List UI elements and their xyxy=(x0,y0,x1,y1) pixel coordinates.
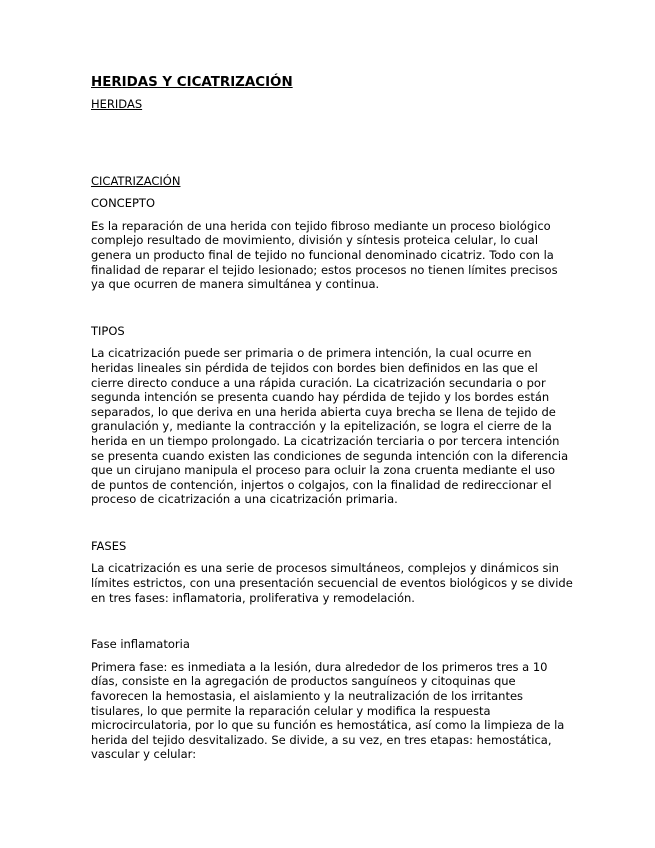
document-page xyxy=(91,74,573,762)
spacer xyxy=(91,112,573,174)
spacer xyxy=(91,652,573,660)
spacer xyxy=(91,338,573,346)
fases-heading: FASES xyxy=(91,538,127,553)
concepto-heading: CONCEPTO xyxy=(91,196,155,211)
section-heading-heridas: HERIDAS xyxy=(91,97,143,111)
fase-inflamatoria-paragraph: Primera fase: es inmediata a la lesión, dura alrededor de los primeros tres a 10 días, consiste en la agregación de productos sanguíneos y citoquinas que favorecen la hemostasia, el aislamiento y la neutralización de los irritantes tisulares, lo que permite la reparación celular y modifica la respuesta microcirculatoria, por lo que su función es hemostática, así como la limpieza de la herida del tejido desvitalizado. Se divide, a su vez, en tres etapas: hemostática, vascular y celular: xyxy=(91,659,565,762)
spacer xyxy=(91,211,573,219)
section-heading-cicatrizacion: CICATRIZACIÓN xyxy=(91,173,181,188)
fases-paragraph: La cicatrización es una serie de procesos simultáneos, complejos y dinámicos sin límites estrictos, con una presentación secuencial de eventos biológicos y se divide en tres fases: inflamatoria, proliferativa y remodelación. xyxy=(91,561,573,605)
spacer xyxy=(91,292,573,324)
fase-inflamatoria-heading: Fase inflamatoria xyxy=(91,637,190,652)
spacer xyxy=(91,605,573,637)
tipos-paragraph: La cicatrización puede ser primaria o de primera intención, la cual ocurre en heridas lineales sin pérdida de tejidos con bordes bien definidos en las que el cierre directo conduce a una rápida curación. La cicatrización secundaria o por segunda intención se presenta cuando hay pérdida de tejido y los bordes están separados, lo que deriva en una herida abierta cuya brecha se llena de tejido de granulación y, mediante la contracción y la epitelización, se logra el cierre de la herida en un tiempo prolongado. La cicatrización terciaria o por tercera intención se presenta cuando existen las condiciones de segunda intención con la diferencia que un cirujano manipula el proceso para ocluir la zona cruenta mediante el uso de puntos de contención, injertos o colgajos, con la finalidad de redireccionar el proceso de cicatrización a una cicatrización primaria. xyxy=(91,346,569,507)
spacer xyxy=(91,553,573,561)
spacer xyxy=(91,507,573,539)
spacer xyxy=(91,188,573,196)
concepto-paragraph: Es la reparación de una herida con tejido fibroso mediante un proceso biológico complejo resultado de movimiento, división y síntesis proteica celular, lo cual genera un producto final de tejido no funcional denominado cicatriz. Todo con la finalidad de reparar el tejido lesionado; estos procesos no tienen límites precisos ya que ocurren de manera simultánea y continua. xyxy=(91,218,558,292)
document-title: HERIDAS Y CICATRIZACIÓN xyxy=(91,75,293,90)
tipos-heading: TIPOS xyxy=(91,323,125,338)
